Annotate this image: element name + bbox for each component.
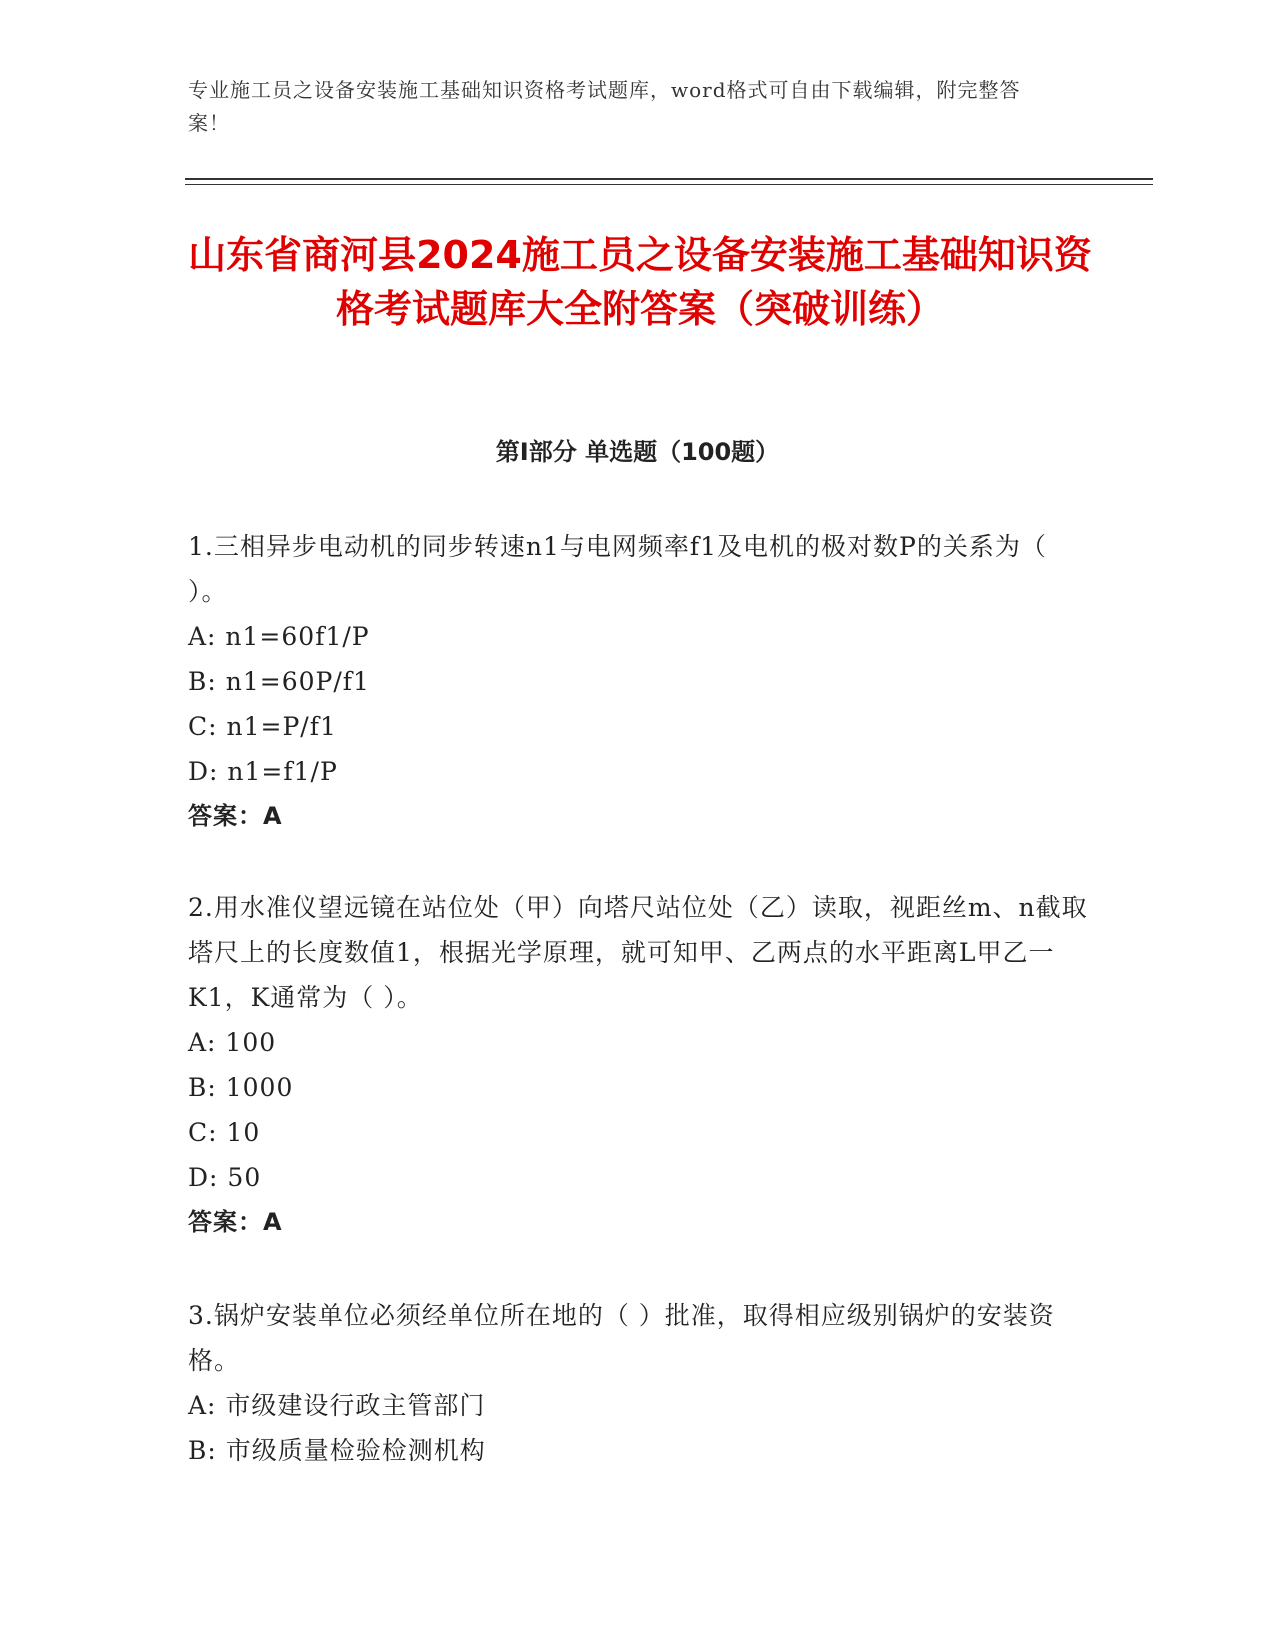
header-note: 专业施工员之设备安装施工基础知识资格考试题库，word格式可自由下载编辑，附完整答案！ <box>188 78 1021 135</box>
option-a: A: n1=60f1/P <box>188 622 370 651</box>
document-title: 山东省商河县2024施工员之设备安装施工基础知识资格考试题库大全附答案（突破训练） <box>188 233 1092 331</box>
question-2 <box>188 885 1088 1245</box>
option-b: B: 1000 <box>188 1073 294 1102</box>
option-c: C: 10 <box>188 1118 261 1147</box>
option-b: B: 市级质量检验检测机构 <box>188 1436 486 1465</box>
option-b: B: n1=60P/f1 <box>188 667 370 696</box>
question-stem: 1.三相异步电动机的同步转速n1与电网频率f1及电机的极对数P的关系为（ ）。 <box>188 532 1047 606</box>
section-heading: 第Ⅰ部分 单选题（100题） <box>495 438 780 466</box>
option-d: D: 50 <box>188 1163 262 1192</box>
option-a: A: 市级建设行政主管部门 <box>188 1391 486 1420</box>
question-stem: 3.锅炉安装单位必须经单位所在地的（ ）批准，取得相应级别锅炉的安装资格。 <box>188 1301 1055 1375</box>
option-c: C: n1=P/f1 <box>188 712 337 741</box>
question-3 <box>188 1293 1088 1473</box>
answer-line: 答案：A <box>188 1208 283 1236</box>
option-d: D: n1=f1/P <box>188 757 338 786</box>
header-divider-thin <box>185 184 1153 185</box>
option-a: A: 100 <box>188 1028 277 1057</box>
answer-line: 答案：A <box>188 802 283 830</box>
question-1 <box>188 524 1088 839</box>
question-stem: 2.用水准仪望远镜在站位处（甲）向塔尺站位处（乙）读取，视距丝m、n截取塔尺上的长度数值1，根据光学原理，就可知甲、乙两点的水平距离L甲乙一K1，K通常为（ ）。 <box>188 893 1088 1012</box>
header-divider-thick <box>185 178 1153 180</box>
